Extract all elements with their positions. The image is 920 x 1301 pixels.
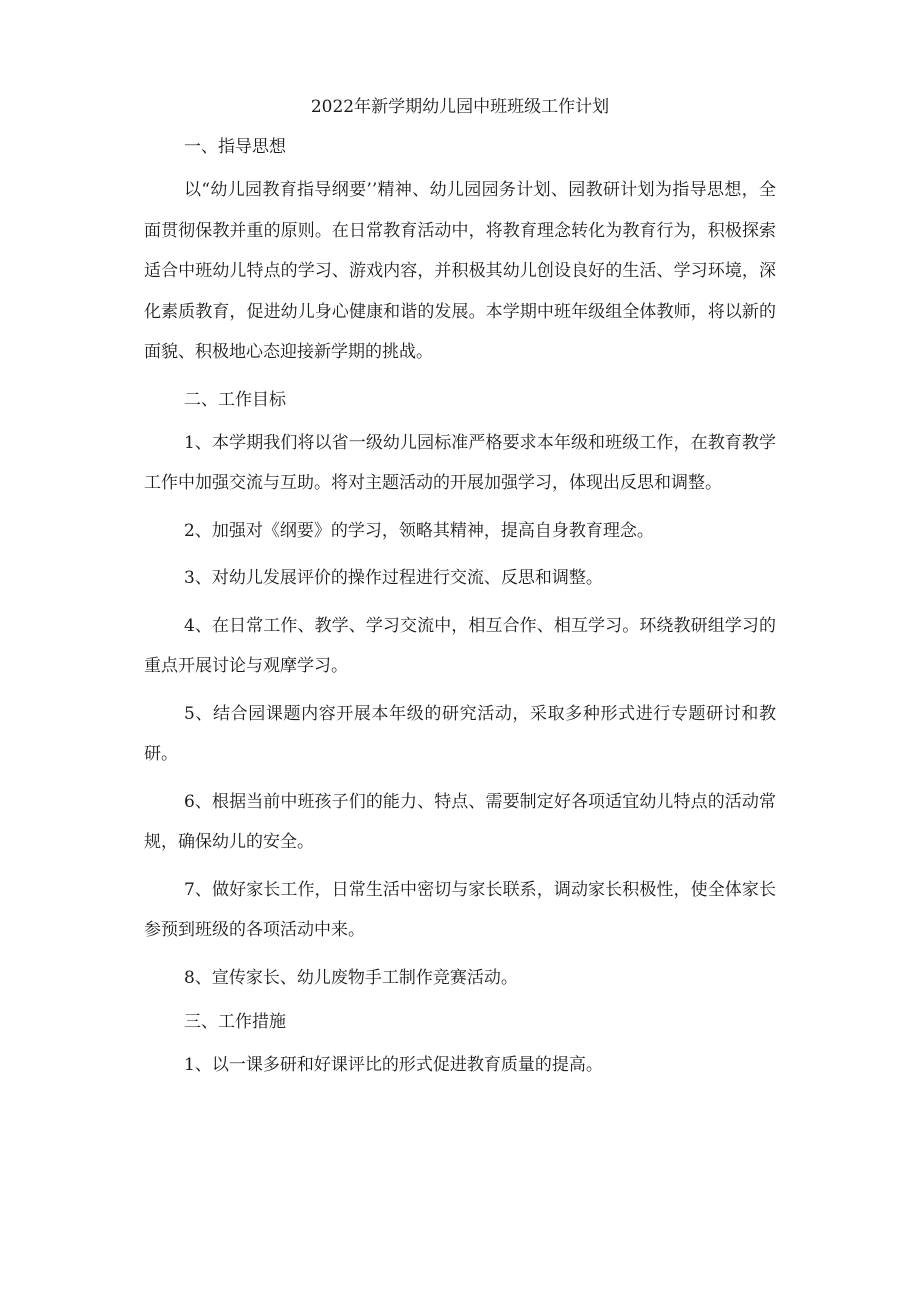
goal-item: 3、对幼儿发展评价的操作过程进行交流、反思和调整。 bbox=[184, 568, 603, 588]
measure-item: 1、以一课多研和好课评比的形式促进教育质量的提高。 bbox=[184, 1055, 603, 1075]
goal-item: 6、根据当前中班孩子们的能力、特点、需要制定好各项适宜幼儿特点的活动常规，确保幼儿的安全。 bbox=[144, 791, 776, 852]
goal-item: 7、做好家长工作，日常生活中密切与家长联系，调动家长积极性，使全体家长参预到班级的各项活动中来。 bbox=[144, 879, 776, 940]
goal-item: 1、本学期我们将以省一级幼儿园标准严格要求本年级和班级工作，在教育教学工作中加强交流与互助。将对主题活动的开展加强学习，体现出反思和调整。 bbox=[144, 432, 776, 493]
goal-item: 4、在日常工作、教学、学习交流中，相互合作、相互学习。环绕教研组学习的重点开展讨论与观摩学习。 bbox=[144, 615, 776, 676]
section-heading-measures: 三、工作措施 bbox=[184, 1012, 286, 1032]
document-title: 2022年新学期幼儿园中班班级工作计划 bbox=[310, 97, 610, 117]
goal-item: 5、结合园课题内容开展本年级的研究活动，采取多种形式进行专题研讨和教研。 bbox=[144, 703, 776, 764]
guidance-paragraph: 以“幼儿园教育指导纲要’’精神、幼儿园园务计划、园教研计划为指导思想，全面贯彻保教并重的原则。在日常教育活动中，将教育理念转化为教育行为，积极探索适合中班幼儿特点的学习、游戏内容，并积极其幼儿创设良好的生活、学习环境，深化素质教育，促进幼儿身心健康和谐的发展。本学期中班年级组全体教师，将以新的面貌、积极地心态迎接新学期的挑战。 bbox=[144, 180, 776, 362]
section-heading-guidance: 一、指导思想 bbox=[184, 137, 286, 157]
goal-item: 2、加强对《纲要》的学习，领略其精神，提高自身教育理念。 bbox=[184, 520, 654, 541]
document-body bbox=[144, 130, 776, 1093]
section-heading-goals: 二、工作目标 bbox=[184, 389, 286, 410]
goal-item: 8、宣传家长、幼儿废物手工制作竞赛活动。 bbox=[184, 967, 518, 988]
